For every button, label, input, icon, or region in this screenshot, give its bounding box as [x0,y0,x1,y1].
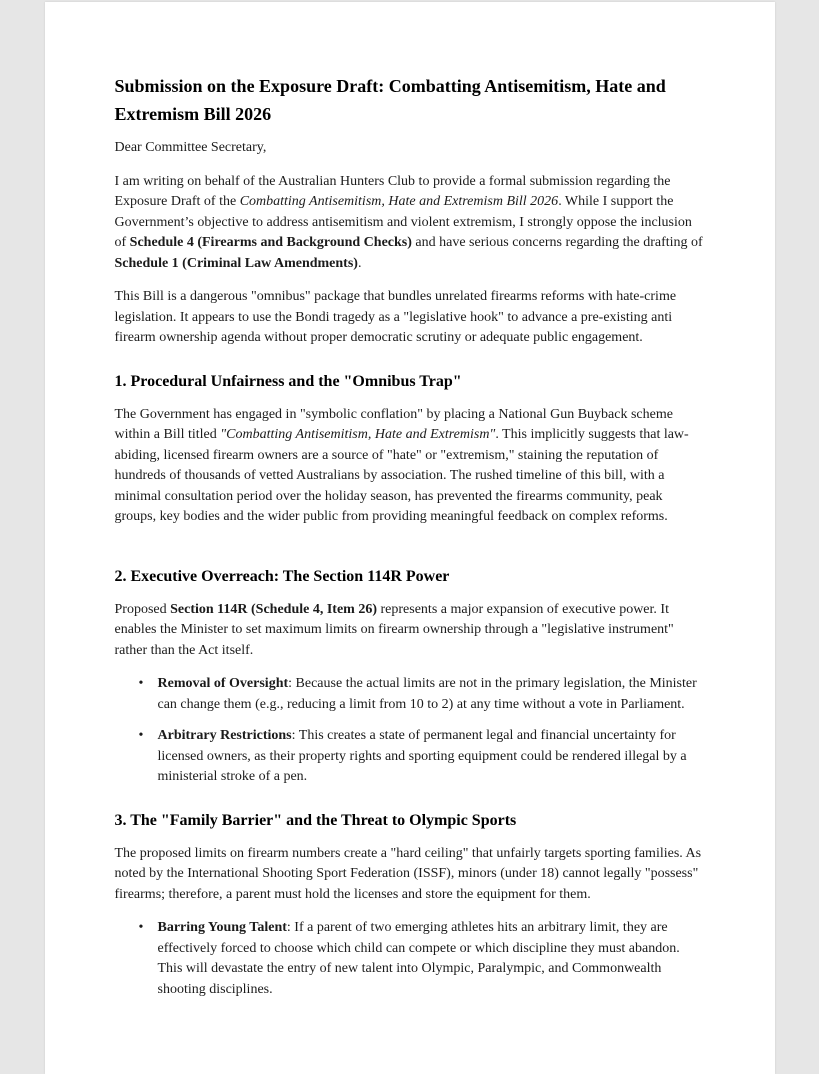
italic-text-run: "Combatting Antisemitism, Hate and Extremism" [220,427,496,442]
paragraph [115,172,705,275]
document-page [45,2,775,1074]
bullet-list [115,674,705,788]
document-title: Submission on the Exposure Draft: Combatting Antisemitism, Hate and Extremism Bill 2026 [114,76,666,124]
text-run: The Government has engaged in "symbolic conflation" by placing a National Gun Buyback scheme within a Bill titled [114,406,673,442]
bold-text-run: Section 114R (Schedule 4, Item 26) [170,601,378,617]
text-run: Proposed [114,601,171,617]
text-run: The proposed limits on firearm numbers create a "hard ceiling" that unfairly targets sporting families. As noted by the International Shooting Sport Federation (ISSF), minors (under 18) cannot legally "possess" firearms; therefore, a parent must hold the licenses and store the equipment for them. [114,845,702,902]
text-run: . While I support the Government’s objective to address antisemitism and violent extremism, I strongly oppose the inclusion of [114,194,692,250]
text-run: . [357,255,362,271]
bold-text-run: Schedule 1 (Criminal Law Amendments) [114,255,358,271]
section-heading [115,371,705,393]
bold-text-run: Removal of Oversight [157,676,289,691]
bullet-item [139,918,705,1000]
text-run: 1. Procedural Unfairness and the "Omnibus Trap" [114,372,462,390]
italic-text-run: Combatting Antisemitism, Hate and Extremism Bill 2026 [239,194,559,209]
text-run: 3. The "Family Barrier" and the Threat to Olympic Sports [114,811,517,829]
bullet-icon: • [138,676,144,691]
paragraph [115,405,705,528]
bold-text-run: Arbitrary Restrictions [157,728,292,743]
text-run: : Because the actual limits are not in the primary legislation, the Minister can change them (e.g., reducing a limit from 10 to 2) at any time without a vote in Parliament. [157,676,697,712]
bullet-icon: • [138,920,144,935]
text-run: : If a parent of two emerging athletes hits an arbitrary limit, they are effectively forced to choose which child can compete or which discipline they must abandon. This will devastate the entry of new talent into Olympic, Paralympic, and Commonwealth shooting disciplines. [157,920,680,997]
text-run: . This implicitly suggests that law-abiding, licensed firearm owners are a source of "hate" or "extremism," staining the reputation of hundreds of thousands of vetted Australians by association. The rushed timeline of this bill, with a minimal consultation period over the holiday season, has prevented the firearms community, peak groups, key bodies and the wider public from providing meaningful feedback on complex reforms. [114,427,689,524]
bullet-icon: • [138,728,144,743]
text-run: and have serious concerns regarding the drafting of [411,235,703,250]
text-run: This Bill is a dangerous "omnibus" package that bundles unrelated firearms reforms with hate-crime legislation. It appears to use the Bondi tragedy as a "legislative hook" to advance a pre-existing anti firearm ownership agenda without proper democratic scrutiny or adequate public engagement. [114,289,677,345]
text-run: : This creates a state of permanent legal and financial uncertainty for licensed owners, as their property rights and sporting equipment could be rendered illegal by a ministerial stroke of a pen. [157,728,687,784]
paragraph [115,844,705,906]
text-run: Dear Committee Secretary, [114,140,267,155]
section-heading [115,566,705,588]
text-run: 2. Executive Overreach: The Section 114R Power [114,567,450,585]
bullet-list [115,918,705,1000]
section-heading [115,810,705,832]
bullet-item [139,726,705,788]
text-run: I am writing on behalf of the Australian Hunters Club to provide a formal submission regarding the Exposure Draft of the [114,173,671,209]
paragraph [115,287,705,349]
bold-text-run: Barring Young Talent [157,920,287,935]
bold-text-run: Schedule 4 (Firearms and Background Checks) [129,235,412,250]
paragraph [115,138,705,159]
text-run: represents a major expansion of executive power. It enables the Minister to set maximum limits on firearm ownership through a "legislative instrument" rather than the Act itself. [114,601,674,658]
bullet-item [139,674,705,715]
paragraph [115,600,705,662]
document-body [115,138,705,1000]
